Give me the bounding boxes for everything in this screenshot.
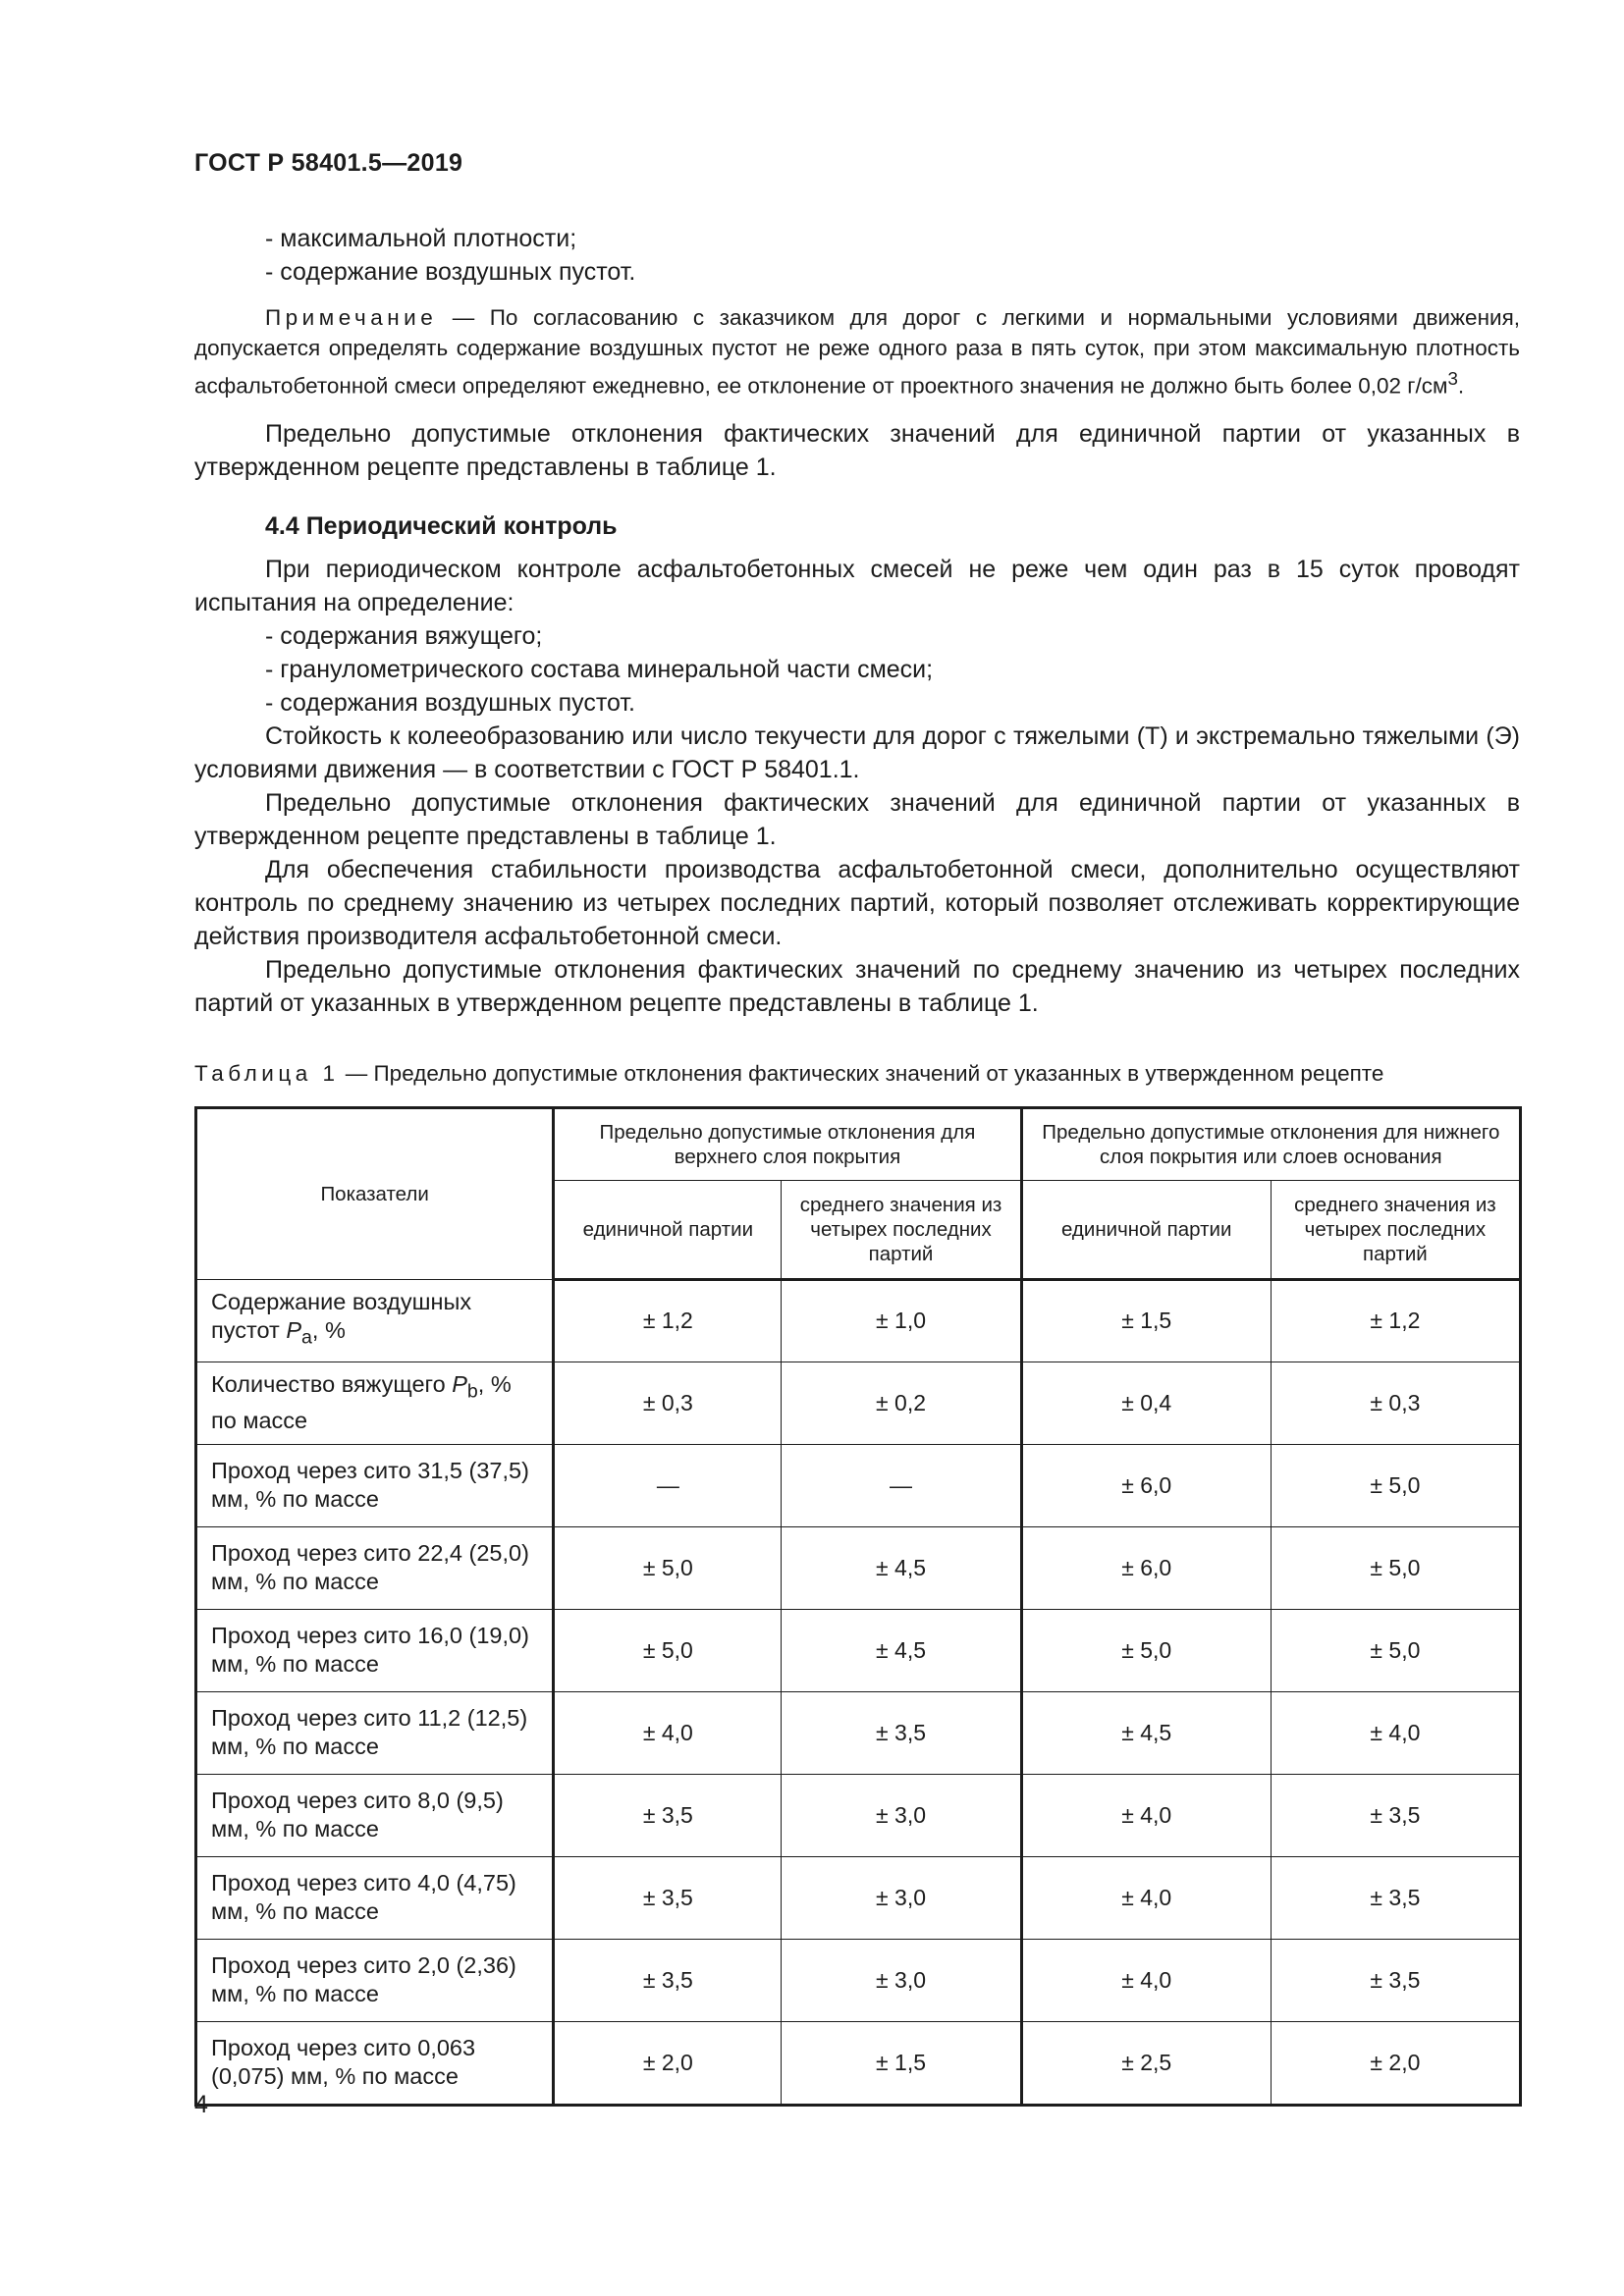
table-cell: ± 3,5 bbox=[554, 1774, 782, 1856]
table-cell: ± 3,5 bbox=[782, 1691, 1021, 1774]
table-row bbox=[196, 1856, 1521, 1939]
list-item: - максимальной плотности; bbox=[265, 225, 577, 252]
column-header-average: среднего значения из четырех последних партий bbox=[1271, 1180, 1520, 1279]
section-heading: 4.4 Периодический контроль bbox=[265, 511, 618, 540]
table-cell: ± 5,0 bbox=[1271, 1526, 1520, 1609]
table-caption-text: — Предельно допустимые отклонения фактических значений от указанных в утвержденном рецепте bbox=[339, 1060, 1384, 1086]
row-label: Проход через сито 16,0 (19,0) мм, % по массе bbox=[196, 1609, 554, 1691]
table-cell: ± 1,5 bbox=[782, 2021, 1021, 2105]
table-row bbox=[196, 2021, 1521, 2105]
table-cell: ± 5,0 bbox=[554, 1526, 782, 1609]
row-label: Проход через сито 31,5 (37,5) мм, % по массе bbox=[196, 1444, 554, 1526]
row-label: Проход через сито 2,0 (2,36) мм, % по массе bbox=[196, 1939, 554, 2021]
table-row bbox=[196, 1444, 1521, 1526]
table-cell: ± 3,5 bbox=[1271, 1939, 1520, 2021]
paragraph: Предельно допустимые отклонения фактических значений для единичной партии от указанных в утвержденном рецепте представлены в таблице 1. bbox=[194, 419, 1520, 481]
table-caption-label: Таблица 1 bbox=[194, 1060, 340, 1086]
row-label: Проход через сито 8,0 (9,5) мм, % по массе bbox=[196, 1774, 554, 1856]
table-cell: ± 3,5 bbox=[554, 1939, 782, 2021]
row-label: Проход через сито 0,063 (0,075) мм, % по массе bbox=[196, 2021, 554, 2105]
table-cell: ± 2,0 bbox=[554, 2021, 782, 2105]
note-text: — По согласованию с заказчиком для дорог с легкими и нормальными условиями движения, допускается определять содержание воздушных пустот не реже одного раза в пять суток, при этом максимальную плотность асфальтобетонной смеси определяют ежедневно, ее отклонение от проектного значения не должно быть более 0,02 г/см bbox=[194, 305, 1520, 399]
row-label: Проход через сито 11,2 (12,5) мм, % по массе bbox=[196, 1691, 554, 1774]
table-cell: ± 4,0 bbox=[1271, 1691, 1520, 1774]
table-cell: ± 5,0 bbox=[554, 1609, 782, 1691]
symbol: P bbox=[452, 1371, 467, 1398]
paragraph: Для обеспечения стабильности производства асфальтобетонной смеси, дополнительно осуществляют контроль по среднему значению из четырех последних партий, который позволяет отслеживать корректирующие действия производителя асфальтобетонной смеси. bbox=[194, 855, 1520, 950]
paragraph: Предельно допустимые отклонения фактических значений по среднему значению из четырех последних партий от указанных в утвержденном рецепте представлены в таблице 1. bbox=[194, 955, 1520, 1017]
table-row bbox=[196, 1362, 1521, 1444]
table-cell: ± 3,0 bbox=[782, 1939, 1021, 2021]
table-row bbox=[196, 1774, 1521, 1856]
table-cell: ± 0,3 bbox=[1271, 1362, 1520, 1444]
table-cell: ± 5,0 bbox=[1271, 1609, 1520, 1691]
column-header-average: среднего значения из четырех последних партий bbox=[782, 1180, 1021, 1279]
row-label: Содержание воздушных пустот $P_a$, % bbox=[196, 1279, 554, 1362]
list-item: - гранулометрического состава минеральной части смеси; bbox=[265, 655, 934, 683]
table-row bbox=[196, 1279, 1521, 1362]
table-cell: ± 3,0 bbox=[782, 1774, 1021, 1856]
table-cell: ± 1,2 bbox=[1271, 1279, 1520, 1362]
symbol-subscript: a bbox=[301, 1326, 312, 1349]
note-superscript: 3 bbox=[1447, 368, 1458, 389]
symbol: P bbox=[286, 1317, 301, 1344]
note-paragraph bbox=[194, 302, 1520, 401]
column-group-top-layer: Предельно допустимые отклонения для верхнего слоя покрытия bbox=[554, 1107, 1021, 1180]
symbol-subscript: b bbox=[466, 1380, 478, 1403]
table-cell: ± 1,5 bbox=[1021, 1279, 1271, 1362]
table-caption bbox=[194, 1059, 1520, 1089]
table-cell: ± 5,0 bbox=[1021, 1609, 1271, 1691]
table-cell: ± 2,0 bbox=[1271, 2021, 1520, 2105]
list-item: - содержание воздушных пустот. bbox=[265, 258, 636, 286]
column-header-indicator: Показатели bbox=[196, 1107, 554, 1279]
table-cell: ± 4,0 bbox=[554, 1691, 782, 1774]
table-row bbox=[196, 1609, 1521, 1691]
table-cell: ± 1,2 bbox=[554, 1279, 782, 1362]
table-cell: ± 2,5 bbox=[1021, 2021, 1271, 2105]
table-cell: ± 0,3 bbox=[554, 1362, 782, 1444]
table-cell: ± 3,0 bbox=[782, 1856, 1021, 1939]
document-id-header: ГОСТ Р 58401.5—2019 bbox=[194, 149, 463, 177]
row-label: Количество вяжущего $P_b$, % по массе bbox=[196, 1362, 554, 1444]
table-cell: ± 6,0 bbox=[1021, 1444, 1271, 1526]
paragraph: Предельно допустимые отклонения фактических значений для единичной партии от указанных в утвержденном рецепте представлены в таблице 1. bbox=[194, 788, 1520, 850]
table-cell: ± 4,5 bbox=[782, 1526, 1021, 1609]
table-cell: ± 4,0 bbox=[1021, 1939, 1271, 2021]
table-cell: ± 4,0 bbox=[1021, 1774, 1271, 1856]
list-item: - содержания вяжущего; bbox=[265, 621, 543, 650]
table-cell: ± 6,0 bbox=[1021, 1526, 1271, 1609]
table-row bbox=[196, 1691, 1521, 1774]
table-cell: ± 3,5 bbox=[1271, 1856, 1520, 1939]
table-cell: — bbox=[782, 1444, 1021, 1526]
note-end: . bbox=[1457, 373, 1465, 399]
table-cell: ± 4,5 bbox=[782, 1609, 1021, 1691]
table-cell: ± 3,5 bbox=[1271, 1774, 1520, 1856]
paragraph: Стойкость к колееобразованию или число текучести для дорог с тяжелыми (Т) и экстремально тяжелыми (Э) условиями движения — в соответствии с ГОСТ Р 58401.1. bbox=[194, 721, 1520, 783]
table-row bbox=[196, 1939, 1521, 2021]
column-header-single-batch: единичной партии bbox=[1021, 1180, 1271, 1279]
table-row bbox=[196, 1526, 1521, 1609]
table-cell: ± 3,5 bbox=[554, 1856, 782, 1939]
paragraph: При периодическом контроле асфальтобетонных смесей не реже чем один раз в 15 суток проводят испытания на определение: bbox=[194, 555, 1520, 616]
table-cell: ± 4,0 bbox=[1021, 1856, 1271, 1939]
column-group-bottom-layer: Предельно допустимые отклонения для нижнего слоя покрытия или слоев основания bbox=[1021, 1107, 1520, 1180]
document-body bbox=[194, 222, 1520, 2107]
list-item: - содержания воздушных пустот. bbox=[265, 688, 635, 717]
table-cell: ± 0,4 bbox=[1021, 1362, 1271, 1444]
table-cell: ± 4,5 bbox=[1021, 1691, 1271, 1774]
column-header-single-batch: единичной партии bbox=[554, 1180, 782, 1279]
table-cell: ± 1,0 bbox=[782, 1279, 1021, 1362]
table-cell: ± 0,2 bbox=[782, 1362, 1021, 1444]
row-label: Проход через сито 4,0 (4,75) мм, % по массе bbox=[196, 1856, 554, 1939]
row-label: Проход через сито 22,4 (25,0) мм, % по массе bbox=[196, 1526, 554, 1609]
table-cell: — bbox=[554, 1444, 782, 1526]
page-number: 4 bbox=[194, 2091, 208, 2118]
deviation-table bbox=[194, 1106, 1522, 2107]
note-label: Примечание bbox=[265, 305, 438, 330]
table-cell: ± 5,0 bbox=[1271, 1444, 1520, 1526]
